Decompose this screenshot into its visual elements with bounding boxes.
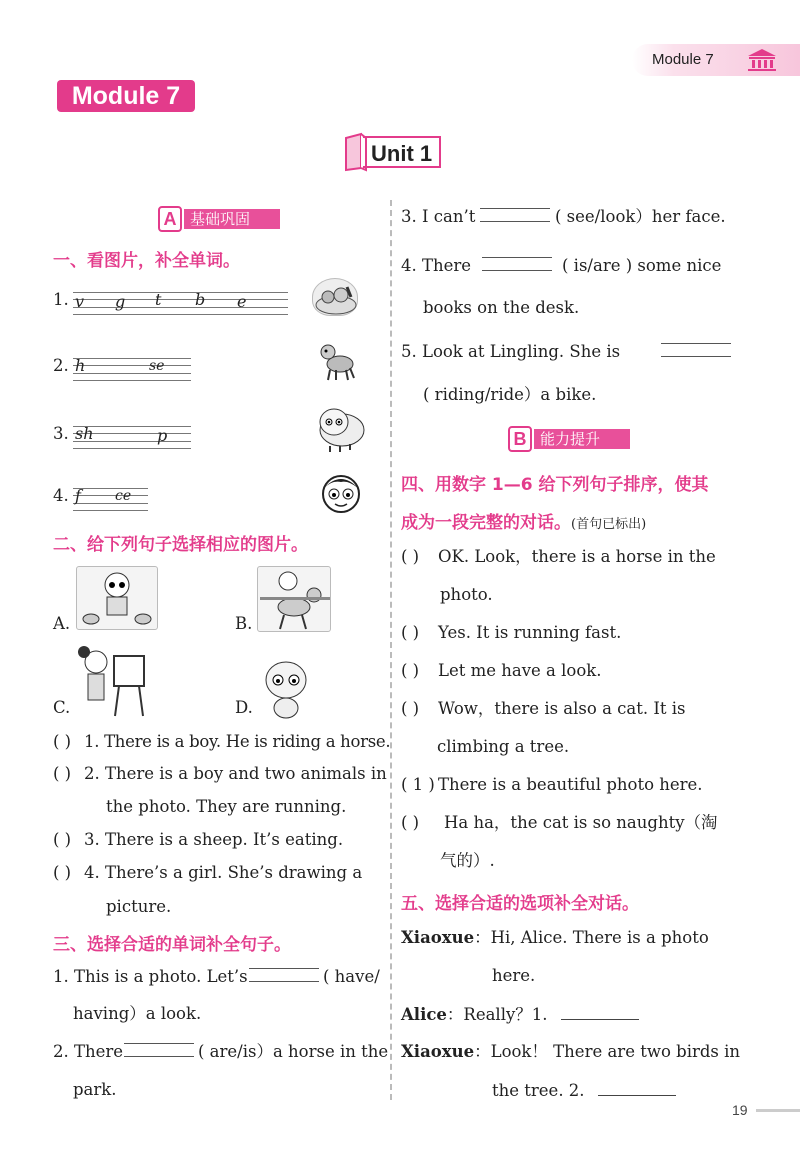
answer-blank[interactable]	[482, 257, 552, 271]
sentence: 3. There is a sheep. It’s eating.	[84, 830, 344, 849]
unit-title: Unit 1	[371, 141, 433, 166]
s3-item2-b: ( are/is）a horse in the	[198, 1042, 389, 1061]
answer-blank[interactable]	[480, 208, 550, 222]
answer-paren[interactable]: ( )	[401, 699, 420, 718]
picture-b-boy-riding-horse	[257, 566, 331, 632]
s3-item2-a: 2. There	[53, 1042, 124, 1061]
unit-title-box	[343, 132, 441, 172]
sentence: 2. There is a boy and two animals in	[84, 764, 387, 783]
module-title: Module 7	[57, 80, 195, 112]
sheep-icon	[312, 402, 368, 454]
answer-blank-2[interactable]	[598, 1080, 676, 1096]
dialog-line: Let me have a look.	[438, 661, 602, 680]
word-item-4: 4. f ce	[53, 482, 163, 516]
answer-blank[interactable]	[661, 343, 731, 357]
answer-paren[interactable]: ( )	[53, 732, 72, 751]
dialog-line-cont: 气的）.	[440, 851, 495, 870]
dialog-xiaoxue-2: Xiaoxue：Look！ There are two birds in	[401, 1042, 741, 1061]
picture-a-boy-animals	[76, 566, 158, 630]
picture-c-girl-drawing	[74, 646, 150, 718]
answer-paren[interactable]: ( )	[401, 623, 420, 642]
s3-item1-b: ( have/	[323, 967, 380, 986]
face-icon	[318, 470, 364, 514]
section4-title: 四、用数字 1—6 给下列句子排序，使其	[401, 475, 709, 495]
s3-item1-cont: having）a look.	[73, 1004, 202, 1023]
option-b-label: B.	[235, 614, 253, 633]
dialog-line: OK. Look，there is a horse in the	[438, 547, 716, 566]
section5-title: 五、选择合适的选项补全对话。	[401, 894, 639, 914]
answer-blank[interactable]	[249, 968, 319, 982]
answer-blank-1[interactable]	[561, 1004, 639, 1020]
page-number: 19	[732, 1102, 748, 1118]
section3-title: 三、选择合适的单词补全句子。	[53, 935, 291, 955]
answer-paren[interactable]: ( )	[401, 547, 420, 566]
dialog-line-cont: climbing a tree.	[437, 737, 570, 756]
picture-d-sheep-eating	[256, 656, 316, 722]
horse-icon	[316, 340, 362, 382]
option-a-label: A.	[53, 614, 71, 633]
s3-item4-a: 4. There	[401, 256, 472, 275]
dialog-xiaoxue-1-cont: here.	[492, 966, 536, 985]
dialog-line-cont: photo.	[440, 585, 493, 604]
answer-blank[interactable]	[124, 1043, 194, 1057]
answer-paren[interactable]: ( )	[401, 813, 420, 832]
dialog-line: Ha ha，the cat is so naughty（淘	[444, 813, 718, 832]
module-tab	[632, 44, 800, 76]
vegetables-icon	[312, 278, 358, 316]
s3-item3-b: ( see/look）her face.	[555, 207, 726, 226]
s3-item5-a: 5. Look at Lingling. She is	[401, 342, 621, 361]
sentence-cont: picture.	[106, 897, 172, 916]
word-item-1: 1. v g t b e	[53, 286, 293, 320]
answer-paren[interactable]: ( )	[53, 830, 72, 849]
dialog-alice: Alice：Really？1.	[401, 1004, 639, 1025]
sentence-cont: the photo. They are running.	[106, 797, 347, 816]
s3-item2-cont: park.	[73, 1080, 117, 1099]
s3-item4-cont: books on the desk.	[423, 298, 580, 317]
section4-title-line2: 成为一段完整的对话。(首句已标出)	[401, 513, 647, 533]
answer-paren[interactable]: ( )	[53, 764, 72, 783]
dialog-xiaoxue-2-cont: the tree. 2.	[492, 1080, 676, 1101]
building-icon	[744, 48, 780, 72]
s3-item3-a: 3. I can’t	[401, 207, 476, 226]
dialog-line: Yes. It is running fast.	[438, 623, 622, 642]
column-divider	[390, 200, 392, 1100]
option-d-label: D.	[235, 698, 253, 717]
s3-item1-a: 1. This is a photo. Let’s	[53, 967, 248, 986]
dialog-line: There is a beautiful photo here.	[438, 775, 703, 794]
word-item-2: 2. h se	[53, 352, 203, 386]
section2-title: 二、给下列句子选择相应的图片。	[53, 535, 308, 555]
footer-rule	[756, 1109, 800, 1112]
module-tab-label: Module 7	[652, 51, 714, 68]
section1-title: 一、看图片，补全单词。	[53, 251, 240, 271]
answer-paren: ( 1 )	[401, 775, 435, 794]
answer-paren[interactable]: ( )	[53, 863, 72, 882]
sentence: 4. There’s a girl. She’s drawing a	[84, 863, 363, 882]
word-item-3: 3. sh p	[53, 420, 203, 454]
answer-paren[interactable]: ( )	[401, 661, 420, 680]
s3-item4-b: ( is/are ) some nice	[562, 256, 722, 275]
dialog-xiaoxue-1: Xiaoxue：Hi, Alice. There is a photo	[401, 928, 709, 947]
dialog-line: Wow，there is also a cat. It is	[438, 699, 686, 718]
sentence: 1. There is a boy. He is riding a horse.	[84, 732, 391, 751]
option-c-label: C.	[53, 698, 71, 717]
s3-item5-cont: ( riding/ride）a bike.	[423, 385, 597, 404]
